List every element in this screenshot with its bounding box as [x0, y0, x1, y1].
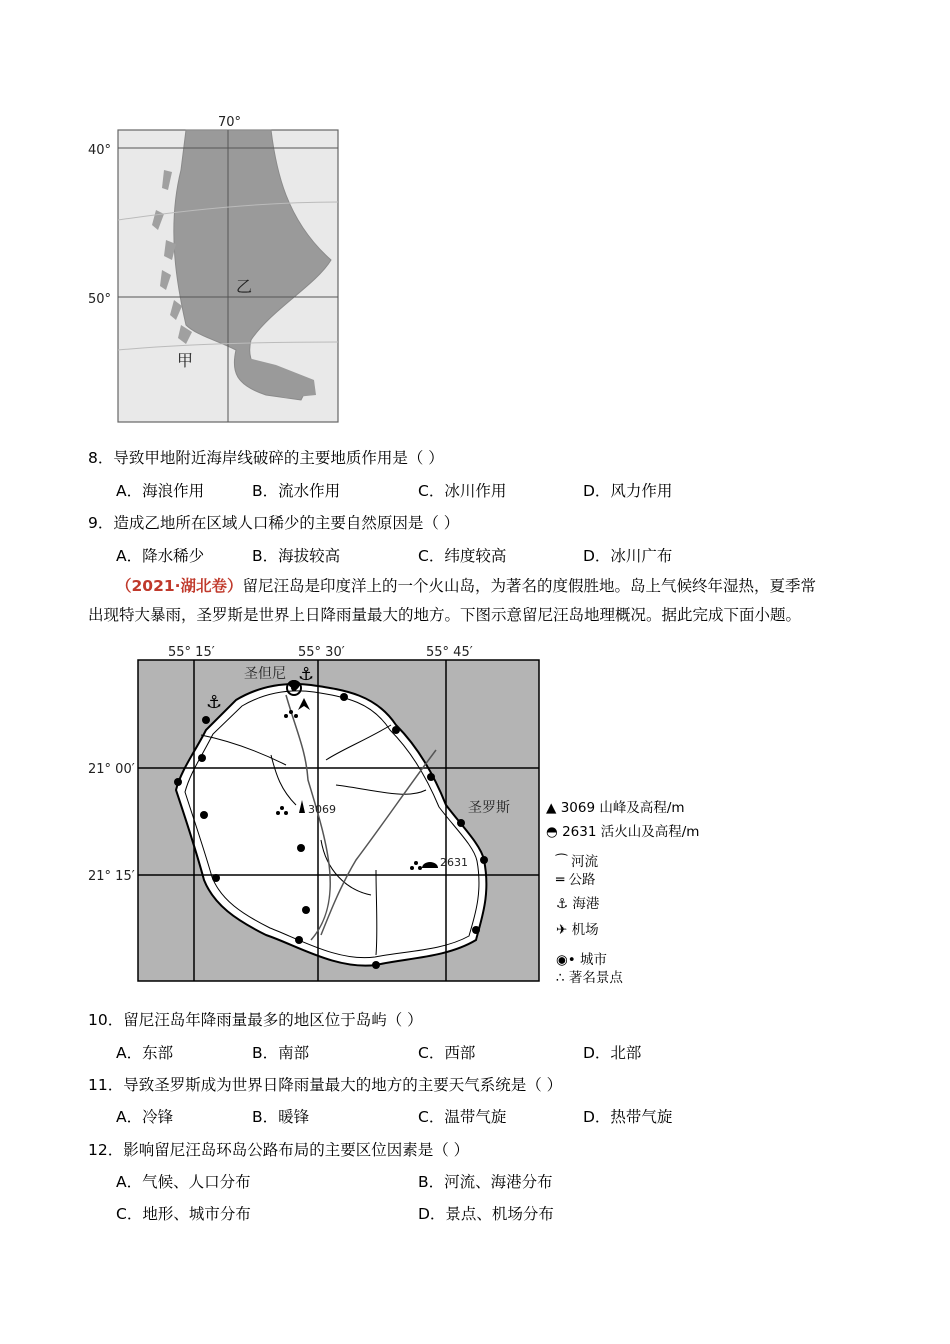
map2-lon-label-3: 55° 45′: [426, 645, 473, 660]
question-9: 9．造成乙地所在区域人口稀少的主要自然原因是（ ）: [88, 514, 460, 532]
q11-option-b[interactable]: B．暖锋: [252, 1108, 310, 1126]
map1-place-b: 乙: [236, 277, 253, 296]
map2-lat-label-1: 21° 00′: [88, 762, 135, 777]
map2-lon-label-2: 55° 30′: [298, 645, 345, 660]
map2-lon-label-1: 55° 15′: [168, 645, 215, 660]
map1-lat-label-40: 40°: [88, 143, 112, 158]
intro-source: （2021·湖北卷）: [116, 577, 243, 595]
map-reunion-svg: [86, 640, 569, 985]
map2-lat-label-2: 21° 15′: [88, 869, 135, 884]
port-icon-north: ⚓: [298, 664, 315, 685]
legend-port: ⚓ 海港: [556, 896, 600, 912]
q10-option-a[interactable]: A．东部: [116, 1044, 174, 1062]
q9-option-d[interactable]: D．冰川广布: [583, 547, 673, 565]
q9-option-c[interactable]: C．纬度较高: [418, 547, 507, 565]
legend-scenic: ∴ 著名景点: [556, 970, 623, 986]
q12-option-c[interactable]: C．地形、城市分布: [116, 1205, 251, 1223]
map-patagonia-svg: [86, 110, 346, 430]
q8-option-b[interactable]: B．流水作用: [252, 482, 341, 500]
map-reunion: [86, 640, 569, 985]
question-10: 10．留尼汪岛年降雨量最多的地区位于岛屿（ ）: [88, 1011, 423, 1029]
q12-option-a[interactable]: A．气候、人口分布: [116, 1173, 251, 1191]
volcano-elevation: 2631: [440, 856, 468, 869]
q9-option-b[interactable]: B．海拔较高: [252, 547, 341, 565]
legend-airport: ✈ 机场: [556, 922, 599, 938]
volcano-icon: ◓: [546, 824, 558, 840]
q11-option-c[interactable]: C．温带气旋: [418, 1108, 507, 1126]
q8-option-c[interactable]: C．冰川作用: [418, 482, 507, 500]
legend-volcano: ◓ 2631 活火山及高程/m: [546, 824, 700, 840]
anchor-icon: ⚓: [556, 896, 569, 912]
legend-city: ◉• 城市: [556, 952, 608, 968]
city-label-saint-rose: 圣罗斯: [468, 800, 510, 816]
q10-option-d[interactable]: D．北部: [583, 1044, 642, 1062]
airplane-icon: ✈: [556, 922, 568, 938]
question-8: 8．导致甲地附近海岸线破碎的主要地质作用是（ ）: [88, 449, 444, 467]
q12-option-b[interactable]: B．河流、海港分布: [418, 1173, 553, 1191]
intro-line1: 留尼汪岛是印度洋上的一个火山岛，为著名的度假胜地。岛上气候终年湿热，夏季常: [242, 577, 817, 595]
question-11: 11．导致圣罗斯成为世界日降雨量最大的地方的主要天气系统是（ ）: [88, 1076, 563, 1094]
q8-option-d[interactable]: D．风力作用: [583, 482, 673, 500]
intro-line2: 出现特大暴雨，圣罗斯是世界上日降雨量最大的地方。下图示意留尼汪岛地理概况。据此完成下面小题。: [88, 606, 802, 624]
q9-option-a[interactable]: A．降水稀少: [116, 547, 205, 565]
q11-option-a[interactable]: A．冷锋: [116, 1108, 174, 1126]
city-icon: ◉•: [556, 952, 576, 968]
city-label-saint-denis: 圣但尼: [244, 666, 286, 682]
reunion-intro: [88, 572, 868, 630]
legend-peak: ▲ 3069 山峰及高程/m: [546, 800, 685, 816]
scenic-icon: ∴: [556, 970, 565, 986]
peak-elevation: 3069: [308, 803, 336, 816]
q12-option-d[interactable]: D．景点、机场分布: [418, 1205, 554, 1223]
river-icon: ⁀: [556, 854, 567, 870]
q8-option-a[interactable]: A．海浪作用: [116, 482, 205, 500]
legend-road: ═ 公路: [556, 872, 596, 888]
road-icon: ═: [556, 872, 565, 888]
q10-option-c[interactable]: C．西部: [418, 1044, 476, 1062]
peak-icon: ▲: [546, 800, 557, 816]
map-patagonia: [86, 110, 346, 430]
question-12: 12．影响留尼汪岛环岛公路布局的主要区位因素是（ ）: [88, 1141, 470, 1159]
map1-lon-label: 70°: [218, 115, 242, 130]
map1-place-a: 甲: [177, 351, 194, 370]
map1-lat-label-50: 50°: [88, 292, 112, 307]
legend-river: ⁀ 河流: [556, 854, 599, 870]
port-icon-west: ⚓: [206, 692, 223, 713]
q10-option-b[interactable]: B．南部: [252, 1044, 310, 1062]
q11-option-d[interactable]: D．热带气旋: [583, 1108, 673, 1126]
